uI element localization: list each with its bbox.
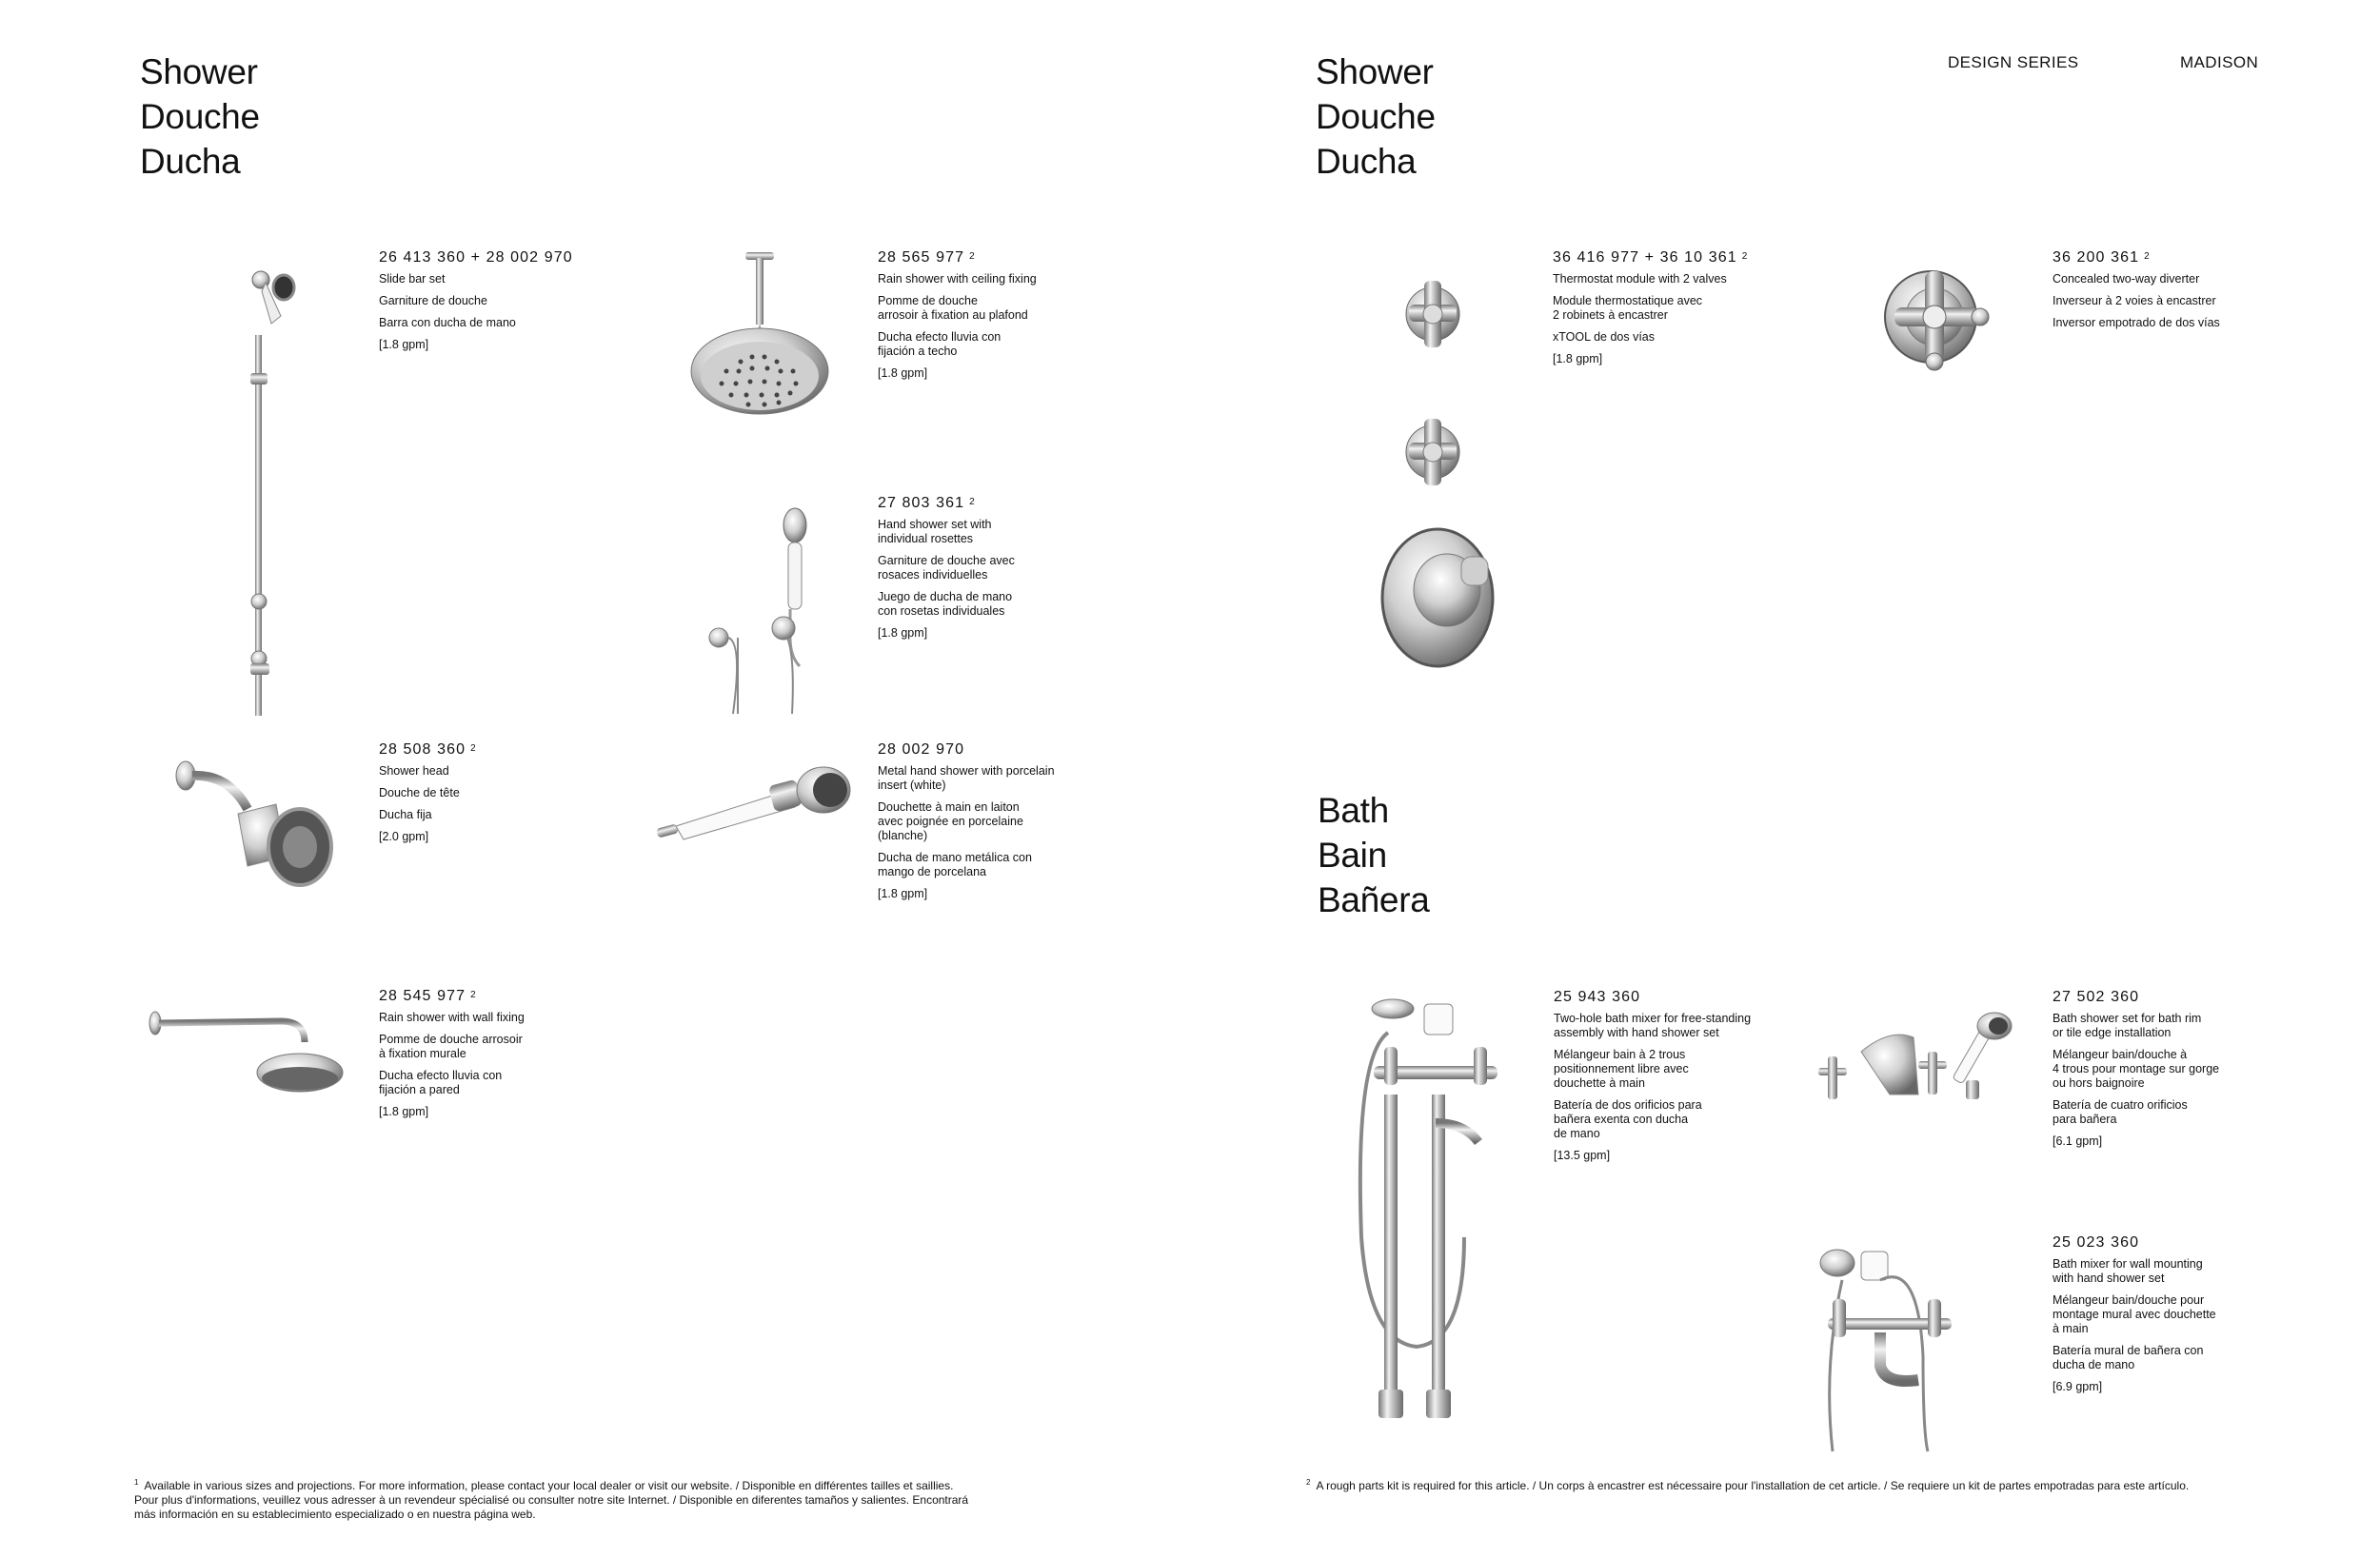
product-desc-es: Ducha efecto lluvia con fijación a pared xyxy=(379,1069,503,1096)
product-flow-rate: [6.1 gpm] xyxy=(2053,1134,2103,1148)
product-desc-fr: Douchette à main en laiton avec poignée en porcelaine (blanche) xyxy=(878,800,1023,842)
product-28508360 xyxy=(379,741,636,852)
wall-rain-shower-icon xyxy=(148,1004,357,1099)
product-code: 28 002 970 xyxy=(878,741,965,758)
product-code: 26 413 360 + 28 002 970 xyxy=(379,249,573,266)
hand-shower-icon xyxy=(657,761,857,847)
heading-line: Bañera xyxy=(1318,880,1430,919)
wall-bath-mixer-icon xyxy=(1814,1242,2004,1451)
product-desc-fr: Pomme de douche arrosoir à fixation au plafond xyxy=(878,294,1028,322)
product-25943360 xyxy=(1554,989,1811,1171)
product-code: 25 943 360 xyxy=(1554,989,1641,1005)
product-flow-rate: [1.8 gpm] xyxy=(878,887,928,900)
heading-line: Ducha xyxy=(1316,142,1417,181)
product-desc-es: xTOOL de dos vías xyxy=(1553,330,1655,344)
product-desc-fr: Douche de tête xyxy=(379,786,460,799)
product-flow-rate: [1.8 gpm] xyxy=(1553,352,1603,365)
product-desc-en: Concealed two-way diverter xyxy=(2053,272,2200,286)
product-flow-rate: [6.9 gpm] xyxy=(2053,1380,2103,1393)
left-section-heading xyxy=(140,49,260,184)
product-flow-rate: [1.8 gpm] xyxy=(878,626,928,640)
four-hole-bath-set-icon xyxy=(1814,1009,2023,1104)
product-code: 27 803 361 $^2$ xyxy=(878,495,976,511)
ceiling-rain-shower-icon xyxy=(684,252,836,414)
product-36416977 xyxy=(1553,249,1810,374)
footnote-right: $^2$ A rough parts kit is required for this article. / Un corps à encastrer est nécessaire pour l'installation de cet article. / Se requiere un kit de partes empotradas para este artículo. xyxy=(1306,1478,2190,1492)
product-desc-en: Rain shower with wall fixing xyxy=(379,1011,525,1024)
product-flow-rate: [2.0 gpm] xyxy=(379,830,429,843)
product-desc-en: Shower head xyxy=(379,764,449,778)
heading-line: Shower xyxy=(1316,52,1434,91)
right-bath-heading xyxy=(1318,788,1430,922)
product-flow-rate: [1.8 gpm] xyxy=(379,338,429,351)
thermostat-valve-icon xyxy=(1371,266,1533,685)
diverter-icon xyxy=(1875,262,1999,371)
hand-shower-set-icon xyxy=(700,504,823,714)
product-28002970 xyxy=(878,741,1135,909)
product-desc-es: Batería de cuatro orificios para bañera xyxy=(2053,1098,2188,1126)
product-code: 28 565 977 $^2$ xyxy=(878,249,976,266)
heading-line: Bath xyxy=(1318,791,1389,830)
product-27502360 xyxy=(2053,989,2310,1156)
product-27803361 xyxy=(878,495,1135,648)
product-desc-es: Inversor empotrado de dos vías xyxy=(2053,316,2220,329)
product-desc-fr: Mélangeur bain/douche pour montage mural avec douchette à main xyxy=(2053,1293,2216,1335)
product-desc-en: Bath shower set for bath rim or tile edge installation xyxy=(2053,1012,2202,1039)
product-36200361 xyxy=(2053,249,2310,338)
heading-line: Bain xyxy=(1318,836,1387,875)
heading-line: Douche xyxy=(140,97,260,136)
product-desc-en: Thermostat module with 2 valves xyxy=(1553,272,1727,286)
product-desc-fr: Module thermostatique avec 2 robinets à encastrer xyxy=(1553,294,1703,322)
product-desc-fr: Mélangeur bain à 2 trous positionnement libre avec douchette à main xyxy=(1554,1048,1689,1090)
product-flow-rate: [1.8 gpm] xyxy=(878,366,928,380)
product-desc-fr: Inverseur à 2 voies à encastrer xyxy=(2053,294,2216,307)
heading-line: Ducha xyxy=(140,142,241,181)
product-25023360 xyxy=(2053,1234,2310,1402)
heading-line: Douche xyxy=(1316,97,1436,136)
right-shower-heading xyxy=(1316,49,1436,184)
design-series-label: DESIGN SERIES xyxy=(1948,53,2079,71)
product-desc-es: Ducha efecto lluvia con fijación a techo xyxy=(878,330,1002,358)
product-flow-rate: [13.5 gpm] xyxy=(1554,1149,1611,1162)
slide-bar-icon xyxy=(243,259,309,716)
product-desc-en: Bath mixer for wall mounting with hand shower set xyxy=(2053,1257,2203,1285)
product-desc-fr: Mélangeur bain/douche à 4 trous pour montage sur gorge ou hors baignoire xyxy=(2053,1048,2220,1090)
product-desc-fr: Garniture de douche avec rosaces individuelles xyxy=(878,554,1015,582)
product-code: 25 023 360 xyxy=(2053,1234,2140,1251)
product-desc-es: Batería de dos orificios para bañera exenta con ducha de mano xyxy=(1554,1098,1702,1140)
product-code: 27 502 360 xyxy=(2053,989,2140,1005)
product-code: 36 416 977 + 36 10 361 $^2$ xyxy=(1553,249,1749,266)
product-desc-es: Ducha fija xyxy=(379,808,432,821)
product-desc-en: Slide bar set xyxy=(379,272,446,286)
shower-head-icon xyxy=(171,757,343,890)
product-code: 28 508 360 $^2$ xyxy=(379,741,477,758)
product-desc-en: Rain shower with ceiling fixing xyxy=(878,272,1037,286)
product-28565977 xyxy=(878,249,1135,388)
product-desc-en: Two-hole bath mixer for free-standing assembly with hand shower set xyxy=(1554,1012,1752,1039)
product-desc-fr: Pomme de douche arrosoir à fixation murale xyxy=(379,1033,523,1060)
product-26413360 xyxy=(379,249,636,360)
product-code: 28 545 977 $^2$ xyxy=(379,988,477,1004)
product-28545977 xyxy=(379,988,636,1127)
product-desc-es: Barra con ducha de mano xyxy=(379,316,516,329)
series-name-label: MADISON xyxy=(2180,53,2259,71)
product-flow-rate: [1.8 gpm] xyxy=(379,1105,429,1118)
product-desc-es: Ducha de mano metálica con mango de porcelana xyxy=(878,851,1032,878)
footnote-left: $^1$ Available in various sizes and projections. For more information, please contact your local dealer or visit our website. / Disponible en différentes tailles et saillies. Pour plus d'informations, veuillez vous adresser à un revendeur spécialisé ou consulter notre site Internet. / Disponible en diferentes tamaños y salientes. Encontrará más información en su establecimiento especializado o en nuestra página web. xyxy=(134,1478,969,1521)
product-desc-en: Hand shower set with individual rosettes xyxy=(878,518,992,545)
freestanding-bath-mixer-icon xyxy=(1350,999,1521,1437)
product-desc-es: Batería mural de bañera con ducha de mano xyxy=(2053,1344,2204,1371)
product-code: 36 200 361 $^2$ xyxy=(2053,249,2151,266)
product-desc-en: Metal hand shower with porcelain insert (white) xyxy=(878,764,1055,792)
product-desc-fr: Garniture de douche xyxy=(379,294,487,307)
heading-line: Shower xyxy=(140,52,258,91)
product-desc-es: Juego de ducha de mano con rosetas individuales xyxy=(878,590,1013,618)
